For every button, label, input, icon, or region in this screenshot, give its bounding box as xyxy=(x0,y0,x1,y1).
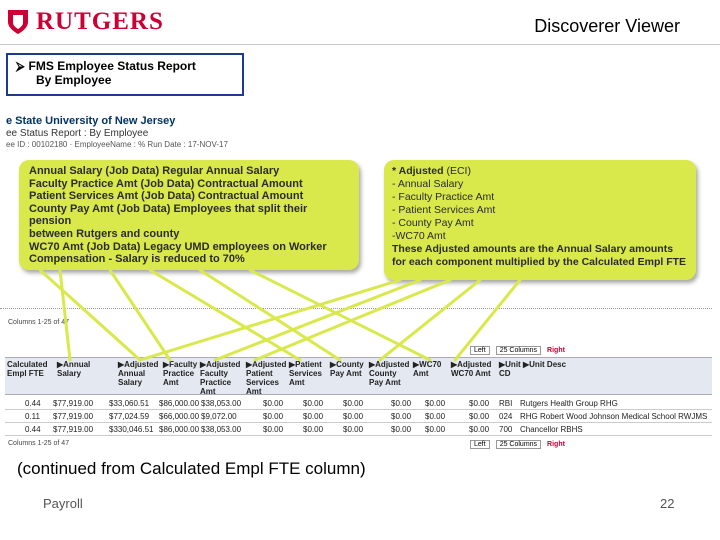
rutgers-logo xyxy=(6,6,164,38)
table-cell: 0.44 xyxy=(25,399,41,408)
table-cell: $0.00 xyxy=(425,399,446,408)
org-name: e State University of New Jersey xyxy=(6,115,176,127)
column-header[interactable]: ▶Unit CD xyxy=(499,360,521,378)
right-button[interactable]: Right xyxy=(547,347,565,354)
table-cell: RHG Robert Wood Johnson Medical School RWJMS xyxy=(520,412,708,421)
column-header[interactable]: ▶Unit Desc xyxy=(523,360,567,369)
report-params-line: ee ID : 00102180 · EmployeeName : % Run Date : 17-NOV-17 xyxy=(6,140,228,149)
table-cell: 700 xyxy=(499,425,513,434)
column-header[interactable]: ▶WC70 Amt xyxy=(413,360,442,378)
table-cell: 024 xyxy=(499,412,513,421)
column-header[interactable]: ▶Adjusted Patient Services Amt xyxy=(246,360,287,396)
table-cell: $38,053.00 xyxy=(201,399,242,408)
report-screenshot xyxy=(0,100,712,453)
table-cell: $330,046.51 xyxy=(109,425,154,434)
viewer-title: Discoverer Viewer xyxy=(534,16,680,36)
table-cell: $0.00 xyxy=(391,412,412,421)
adjusted-title: * Adjusted xyxy=(392,165,444,177)
column-header[interactable]: ▶County Pay Amt xyxy=(330,360,364,378)
caption: (continued from Calculated Empl FTE column) xyxy=(17,459,366,478)
table-cell: $77,919.00 xyxy=(53,425,94,434)
adjusted-item: -WC70 Amt xyxy=(392,230,446,242)
report-title: FMS Employee Status Report xyxy=(28,59,196,73)
column-header[interactable]: ▶Adjusted Faculty Practice Amt xyxy=(200,360,241,396)
shield-icon xyxy=(6,8,30,36)
table-cell: $0.00 xyxy=(263,425,284,434)
callout-line: Faculty Practice Amt (Job Data) Contractual Amount xyxy=(29,177,303,190)
header-divider xyxy=(0,44,720,45)
table-cell: $66,000.00 xyxy=(159,412,200,421)
callout-line: WC70 Amt (Job Data) Legacy UMD employees on Worker xyxy=(29,240,327,253)
report-subtitle: By Employee xyxy=(36,73,112,87)
table-cell: $0.00 xyxy=(391,425,412,434)
callout-connectors xyxy=(0,100,712,453)
table-cell: 0.11 xyxy=(25,412,40,421)
table-cell: $0.00 xyxy=(343,412,364,421)
table-cell: $77,919.00 xyxy=(53,412,94,421)
logo-text: RUTGERS xyxy=(36,8,164,35)
callout-line: between Rutgers and county xyxy=(29,227,180,240)
table-cell: $0.00 xyxy=(391,399,412,408)
columns-dropdown[interactable]: 25 Columns xyxy=(496,346,541,355)
table-cell: $38,053.00 xyxy=(201,425,242,434)
table-cell: $0.00 xyxy=(425,425,446,434)
callout-line: Patient Services Amt (Job Data) Contractual Amount xyxy=(29,190,304,203)
table-cell: $77,024.59 xyxy=(109,412,150,421)
adjusted-title-suffix: (ECI) xyxy=(443,165,471,177)
callout-line: Compensation - Salary is reduced to 70% xyxy=(29,253,245,266)
column-header[interactable]: ▶Patient Services Amt xyxy=(289,360,322,387)
table-cell: $0.00 xyxy=(303,412,324,421)
column-header[interactable]: ▶Annual Salary xyxy=(57,360,91,378)
table-cell: $86,000.00 xyxy=(159,425,200,434)
column-header[interactable]: ▶Adjusted Annual Salary xyxy=(118,360,159,387)
adjusted-item: - Patient Services Amt xyxy=(392,204,496,216)
column-pager: Columns 1-25 of 47 xyxy=(8,319,70,326)
table-cell: RBI xyxy=(499,399,513,408)
table-cell: $0.00 xyxy=(343,399,364,408)
arrow-bullet-icon: ⮚ xyxy=(16,59,25,73)
left-button[interactable]: Left xyxy=(470,346,490,355)
table-cell: Rutgers Health Group RHG xyxy=(520,399,618,408)
column-header[interactable]: ▶Adjusted County Pay Amt xyxy=(369,360,410,387)
page-number: 22 xyxy=(660,496,675,511)
adjusted-item: - County Pay Amt xyxy=(392,217,474,229)
table-cell: $0.00 xyxy=(425,412,446,421)
report-title-box xyxy=(6,53,244,96)
adjusted-item: - Annual Salary xyxy=(392,178,464,190)
table-cell: $0.00 xyxy=(303,425,324,434)
table-cell: $0.00 xyxy=(469,425,490,434)
table-cell: Chancellor RBHS xyxy=(520,425,583,434)
table-cell: 0.44 xyxy=(25,425,41,434)
table-cell: $0.00 xyxy=(263,412,284,421)
column-pager-bottom: Columns 1-25 of 47 xyxy=(8,440,70,447)
table-cell: $0.00 xyxy=(343,425,364,434)
table-cell: $33,060.51 xyxy=(109,399,150,408)
table-cell: $0.00 xyxy=(469,412,490,421)
callout-line: Annual Salary (Job Data) Regular Annual Salary xyxy=(29,165,280,177)
report-name-line: ee Status Report : By Employee xyxy=(6,128,149,139)
right-button[interactable]: Right xyxy=(547,441,565,448)
table-cell: $9,072.00 xyxy=(201,412,237,421)
column-header[interactable]: Calculated Empl FTE xyxy=(7,360,48,378)
column-header[interactable]: ▶Adjusted WC70 Amt xyxy=(451,360,492,378)
table-cell: $0.00 xyxy=(263,399,284,408)
left-button[interactable]: Left xyxy=(470,440,490,449)
table-cell: $0.00 xyxy=(303,399,324,408)
table-cell: $86,000.00 xyxy=(159,399,200,408)
columns-dropdown[interactable]: 25 Columns xyxy=(496,440,541,449)
footer-label: Payroll xyxy=(43,496,83,511)
table-cell: $0.00 xyxy=(469,399,490,408)
column-header[interactable]: ▶Faculty Practice Amt xyxy=(163,360,198,387)
adjusted-item: - Faculty Practice Amt xyxy=(392,191,495,203)
adjusted-note: These Adjusted amounts are the Annual Salary amounts for each component multiplied by the Calculated Empl FTE xyxy=(392,243,687,268)
table-cell: $77,919.00 xyxy=(53,399,94,408)
callout-line: County Pay Amt (Job Data) Employees that split their pension xyxy=(29,202,308,228)
